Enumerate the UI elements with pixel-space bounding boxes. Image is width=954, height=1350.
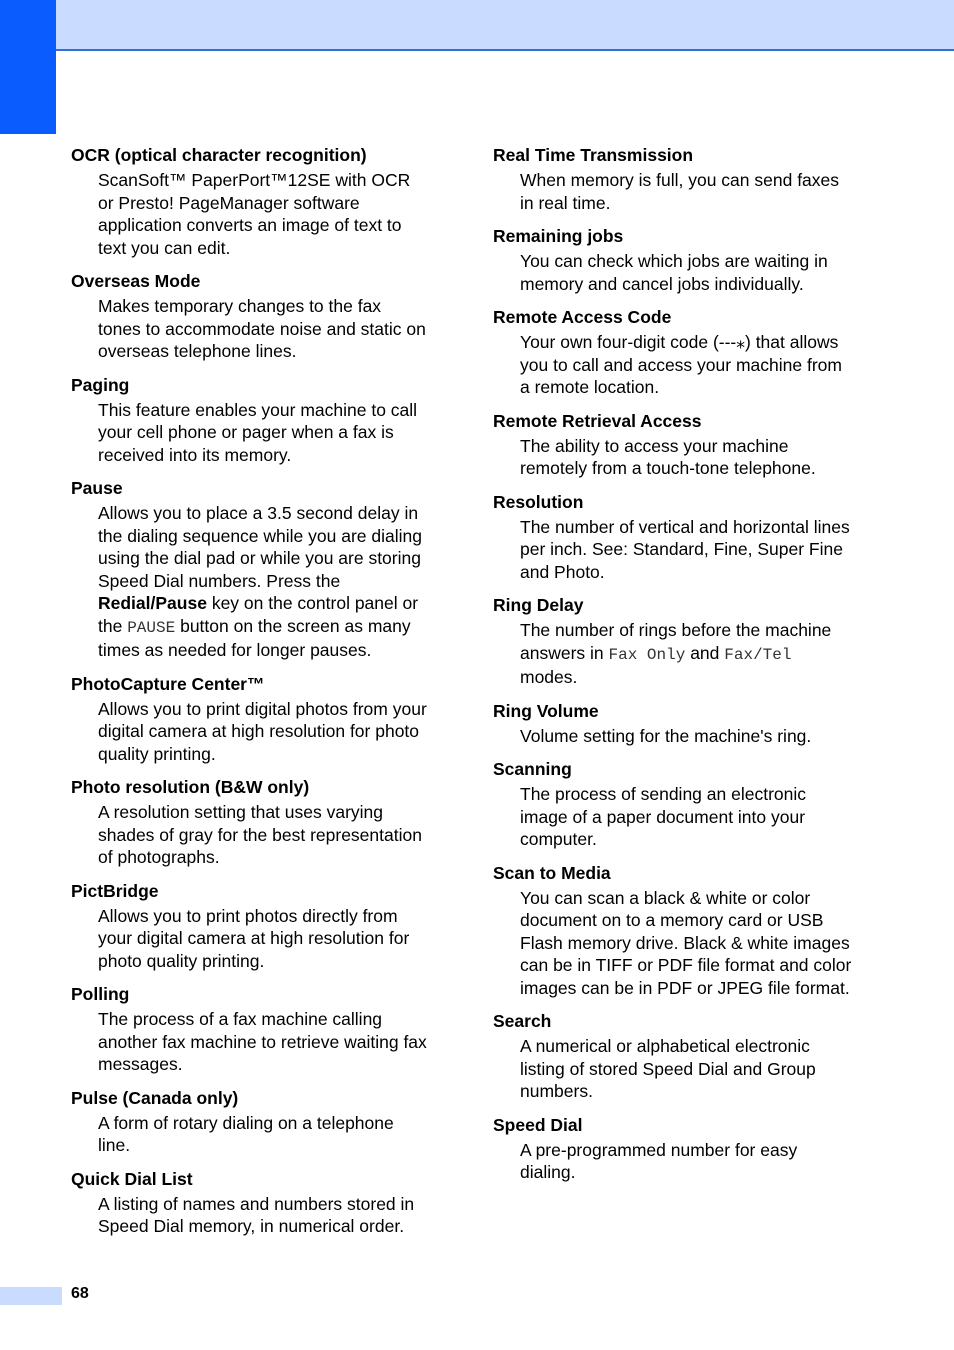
- glossary-entry-photo-resolution: [71, 775, 443, 869]
- definition-text: button on the screen as many times as needed for longer pauses.: [98, 615, 411, 660]
- glossary-entry-remote-retrieval-access: [493, 409, 873, 480]
- glossary-entry-pulse: [71, 1086, 443, 1157]
- definition-text: The number of rings before the machine answers in: [520, 620, 832, 663]
- glossary-term: Polling: [71, 984, 130, 1004]
- glossary-definition: This feature enables your machine to call your cell phone or pager when a fax is received into its memory.: [98, 399, 418, 465]
- chapter-tab: [0, 0, 56, 134]
- mode-label-fax-tel: Fax/Tel: [724, 645, 792, 664]
- glossary-entry-speed-dial: [493, 1113, 873, 1184]
- glossary-definition: A pre-programmed number for easy dialing.: [520, 1139, 798, 1182]
- glossary-definition: A form of rotary dialing on a telephone line.: [98, 1112, 394, 1155]
- glossary-definition: [98, 502, 443, 662]
- screen-button-label: PAUSE: [127, 618, 176, 637]
- glossary-entry-scanning: [493, 757, 873, 851]
- glossary-term: Pulse (Canada only): [71, 1087, 239, 1108]
- glossary-term: Search: [493, 1011, 552, 1031]
- header-band: [0, 0, 954, 51]
- glossary-term: Quick Dial List: [71, 1168, 193, 1189]
- glossary-term: Remaining jobs: [493, 226, 624, 246]
- glossary-entry-pause: [71, 476, 443, 662]
- glossary-entry-polling: [71, 982, 443, 1076]
- key-name-redial-pause: Redial/Pause: [98, 593, 207, 613]
- glossary-entry-overseas-mode: [71, 269, 443, 363]
- glossary-definition: You can scan a black & white or color document on to a memory card or USB Flash memory drive. Black & white images can be in TIFF or PDF file format and color images can be in PDF or JPEG file format.: [520, 887, 852, 998]
- glossary-column-right: [493, 143, 873, 1194]
- glossary-definition: The number of vertical and horizontal lines per inch. See: Standard, Fine, Super Fine and Photo.: [520, 516, 850, 582]
- glossary-entry-ring-volume: [493, 699, 873, 748]
- glossary-entry-ocr: [71, 143, 443, 259]
- glossary-entry-quick-dial-list: [71, 1167, 443, 1238]
- glossary-definition: When memory is full, you can send faxes in real time.: [520, 170, 840, 213]
- glossary-term: Real Time Transmission: [493, 145, 694, 165]
- glossary-definition: The ability to access your machine remotely from a touch-tone telephone.: [520, 435, 816, 478]
- glossary-definition: Your own four-digit code (---⁎) that allows you to call and access your machine from a remote location.: [520, 332, 842, 397]
- glossary-term: Scanning: [493, 759, 572, 779]
- glossary-term: Overseas Mode: [71, 271, 201, 291]
- glossary-term: Photo resolution (B&W only): [71, 777, 310, 797]
- glossary-entry-paging: [71, 373, 443, 467]
- glossary-term: Remote Retrieval Access: [493, 410, 702, 431]
- glossary-entry-remaining-jobs: [493, 224, 873, 295]
- glossary-entry-search: [493, 1009, 873, 1103]
- glossary-entry-pictbridge: [71, 879, 443, 973]
- glossary-term: PictBridge: [71, 880, 159, 901]
- glossary-definition: Volume setting for the machine's ring.: [520, 725, 812, 746]
- glossary-term: Pause: [71, 478, 123, 498]
- mode-label-fax-only: Fax Only: [608, 645, 686, 664]
- glossary-definition: A numerical or alphabetical electronic listing of stored Speed Dial and Group numbers.: [520, 1036, 816, 1101]
- glossary-definition: ScanSoft™ PaperPort™12SE with OCR or Presto! PageManager software application converts an image of text to text you can edit.: [98, 170, 411, 258]
- glossary-term: Scan to Media: [493, 862, 611, 883]
- definition-text: modes.: [520, 667, 578, 687]
- glossary-term: Resolution: [493, 491, 584, 512]
- glossary-definition: The process of sending an electronic image of a paper document into your computer.: [520, 784, 806, 849]
- definition-text: and: [685, 642, 725, 663]
- glossary-entry-scan-to-media: [493, 861, 873, 1000]
- page-number: 68: [71, 1285, 89, 1302]
- glossary-definition: A resolution setting that uses varying shades of gray for the best representation of photographs.: [98, 802, 422, 867]
- definition-text: key on the control panel or the: [98, 593, 419, 636]
- glossary-term: Remote Access Code: [493, 307, 672, 327]
- glossary-term: Speed Dial: [493, 1114, 583, 1135]
- glossary-definition: The process of a fax machine calling another fax machine to retrieve waiting fax messages.: [98, 1009, 427, 1074]
- glossary-entry-remote-access-code: [493, 305, 873, 399]
- glossary-term: Ring Volume: [493, 700, 599, 721]
- glossary-term: OCR (optical character recognition): [71, 145, 367, 165]
- glossary-entry-resolution: [493, 490, 873, 584]
- glossary-term: Paging: [71, 374, 130, 395]
- glossary-entry-ring-delay: [493, 593, 873, 689]
- definition-text: Allows you to place a 3.5 second delay in the dialing sequence while you are dialing using the dial pad or while you are storing Speed Dial numbers. Press the: [98, 503, 422, 591]
- glossary-entry-photocapture-center: [71, 672, 443, 766]
- glossary-term: PhotoCapture Center™: [71, 673, 265, 694]
- glossary-definition: Allows you to print digital photos from your digital camera at high resolution for photo quality printing.: [98, 698, 427, 764]
- glossary-definition: Makes temporary changes to the fax tones to accommodate noise and static on overseas telephone lines.: [98, 296, 426, 361]
- glossary-definition: Allows you to print photos directly from your digital camera at high resolution for photo quality printing.: [98, 905, 410, 971]
- glossary-definition: [520, 619, 873, 689]
- glossary-definition: A listing of names and numbers stored in Speed Dial memory, in numerical order.: [98, 1193, 415, 1236]
- glossary-term: Ring Delay: [493, 595, 584, 615]
- glossary-column-left: [71, 143, 443, 1248]
- glossary-entry-real-time-transmission: [493, 143, 873, 214]
- glossary-definition: You can check which jobs are waiting in memory and cancel jobs individually.: [520, 251, 828, 294]
- footer-band: [0, 1287, 62, 1305]
